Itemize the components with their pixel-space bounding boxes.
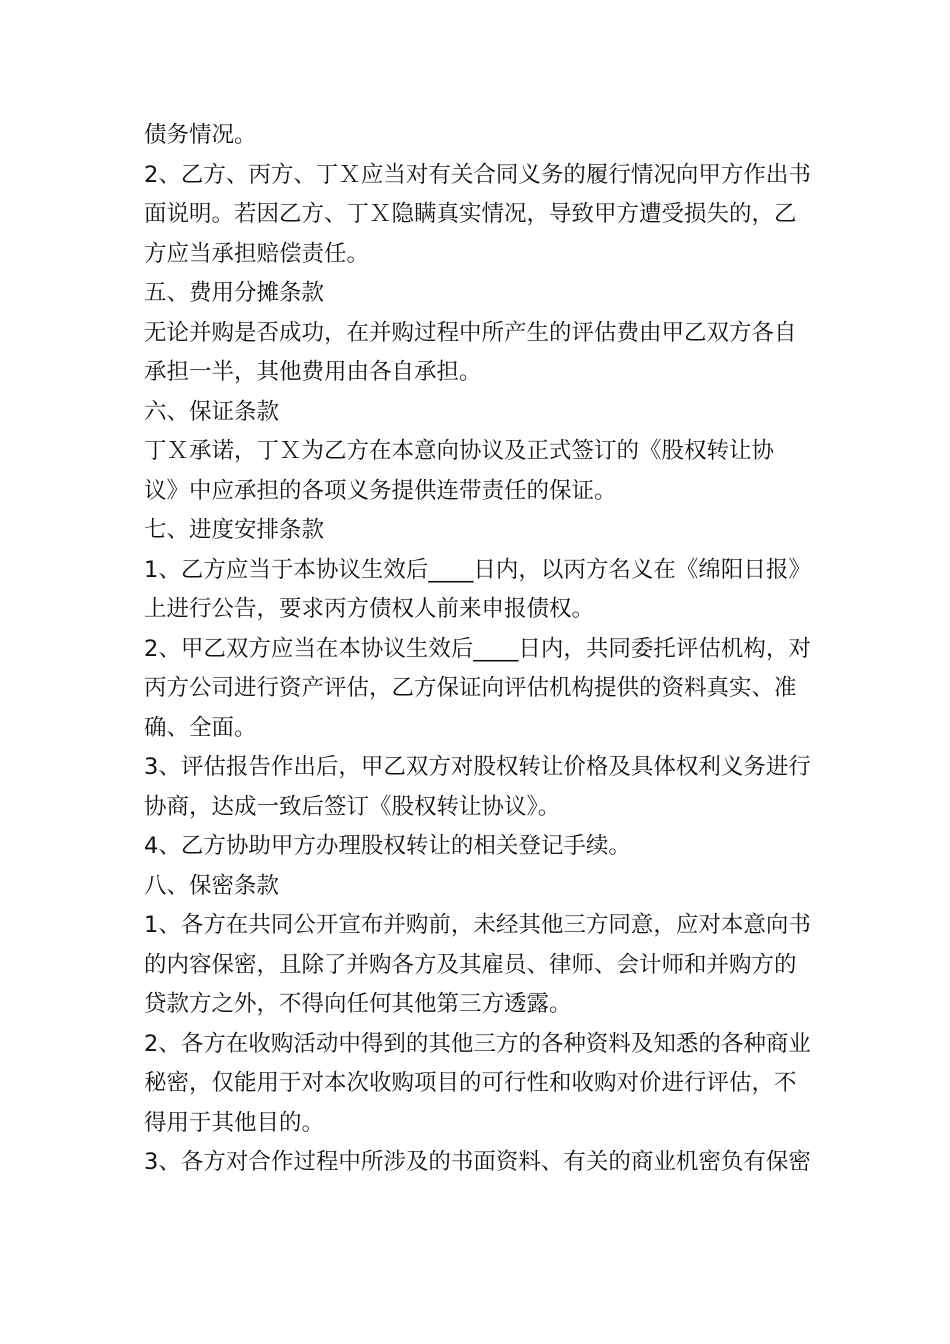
text-line: 3、评估报告作出后，甲乙双方对股权转让价格及具体权利义务进行 (144, 754, 811, 780)
text-line: 得用于其他目的。 (144, 1109, 325, 1136)
text-line: 无论并购是否成功，在并购过程中所产生的评估费由甲乙双方各自 (144, 319, 797, 346)
text-line: 的内容保密，且除了并购各方及其雇员、律师、会计师和并购方的 (144, 951, 797, 978)
section-heading-confidentiality: 八、保密条款 (144, 872, 280, 899)
text-line: 债务情况。 (144, 122, 257, 148)
text-line: 确、全面。 (144, 714, 257, 741)
text-line: 4、乙方协助甲方办理股权转让的相关登记手续。 (144, 833, 631, 859)
section-heading-guarantee: 六、保证条款 (144, 398, 280, 425)
text-line: 2、各方在收购活动中得到的其他三方的各种资料及知悉的各种商业 (144, 1030, 811, 1057)
document-body (144, 116, 811, 1183)
section-heading-expense: 五、费用分摊条款 (144, 280, 325, 306)
text-line: 2、乙方、丙方、丁Ｘ应当对有关合同义务的履行情况向甲方作出书 (144, 161, 811, 188)
text-line: 2、甲乙双方应当在本协议生效后____日内，共同委托评估机构，对 (144, 635, 811, 662)
text-line: 协商，达成一致后签订《股权转让协议》。 (144, 793, 561, 820)
section-heading-schedule: 七、进度安排条款 (144, 517, 325, 543)
text-line: 议》中应承担的各项义务提供连带责任的保证。 (144, 477, 617, 504)
text-line: 承担一半，其他费用由各自承担。 (144, 359, 482, 385)
text-line: 面说明。若因乙方、丁Ｘ隐瞒真实情况，导致甲方遭受损失的，乙 (144, 201, 797, 227)
text-line: 丙方公司进行资产评估，乙方保证向评估机构提供的资料真实、准 (144, 675, 797, 701)
text-line: 1、各方在共同公开宣布并购前，未经其他三方同意，应对本意向书 (144, 912, 811, 938)
text-line: 1、乙方应当于本协议生效后____日内，以丙方名义在《绵阳日报》 (144, 556, 811, 583)
text-line: 贷款方之外，不得向任何其他第三方透露。 (144, 991, 572, 1017)
text-line: 丁Ｘ承诺，丁Ｘ为乙方在本意向协议及正式签订的《股权转让协 (144, 438, 775, 464)
text-line: 3、各方对合作过程中所涉及的书面资料、有关的商业机密负有保密 (144, 1149, 811, 1175)
text-line: 方应当承担赔偿责任。 (144, 240, 370, 267)
text-line: 秘密，仅能用于对本次收购项目的可行性和收购对价进行评估，不 (144, 1070, 797, 1096)
text-line: 上进行公告，要求丙方债权人前来申报债权。 (144, 596, 595, 622)
